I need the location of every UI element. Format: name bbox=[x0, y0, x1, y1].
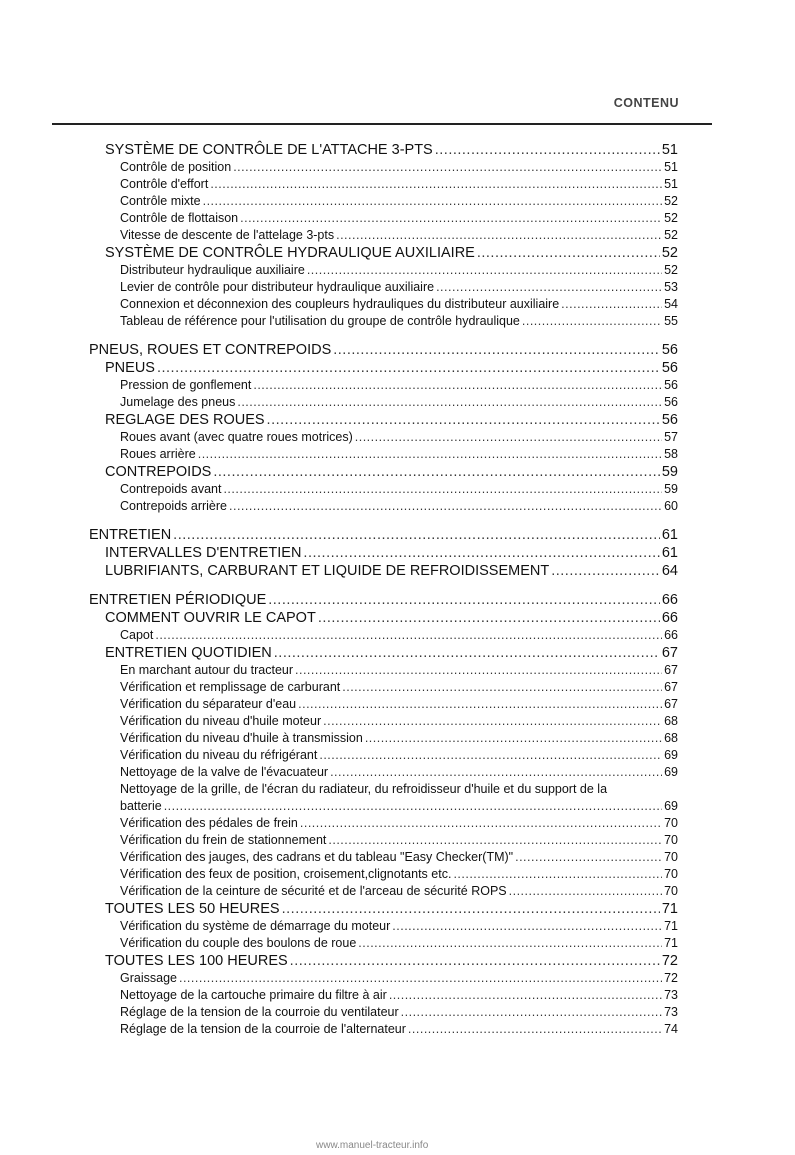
toc-entry-level-2[interactable] bbox=[89, 142, 678, 160]
toc-entry-title: Pression de gonflement bbox=[120, 378, 252, 392]
dot-leader bbox=[477, 245, 660, 261]
toc-entry-level-2[interactable] bbox=[89, 464, 678, 482]
toc-entry-title: Vérification du niveau du réfrigérant bbox=[120, 748, 318, 762]
toc-entry-level-3[interactable] bbox=[89, 748, 678, 765]
toc-entry-page: 73 bbox=[664, 988, 678, 1002]
toc-entry-page: 52 bbox=[664, 263, 678, 277]
toc-entry-level-3[interactable] bbox=[89, 378, 678, 395]
toc-entry-level-2[interactable] bbox=[89, 901, 678, 919]
dot-leader bbox=[233, 160, 662, 174]
toc-entry-level-3[interactable] bbox=[89, 211, 678, 228]
toc-entry-level-3[interactable] bbox=[89, 395, 678, 412]
section-header-title: CONTENU bbox=[613, 96, 679, 110]
dot-leader bbox=[198, 447, 662, 461]
toc-entry-title: Contrôle mixte bbox=[120, 194, 201, 208]
toc-entry-page: 70 bbox=[664, 816, 678, 830]
toc-entry-title: ENTRETIEN QUOTIDIEN bbox=[105, 645, 272, 661]
dot-leader bbox=[164, 799, 662, 813]
dot-leader bbox=[358, 936, 662, 950]
toc-entry-title: ENTRETIEN PÉRIODIQUE bbox=[89, 592, 267, 608]
toc-entry-level-3[interactable] bbox=[89, 160, 678, 177]
toc-entry-page: 56 bbox=[664, 395, 678, 409]
toc-entry-level-3[interactable] bbox=[89, 988, 678, 1005]
toc-entry-page: 55 bbox=[664, 314, 678, 328]
toc-entry-title: Contrôle de flottaison bbox=[120, 211, 239, 225]
toc-entry-level-3[interactable] bbox=[89, 867, 678, 884]
dot-leader bbox=[365, 731, 662, 745]
toc-entry-level-3[interactable] bbox=[89, 177, 678, 194]
toc-entry-level-3[interactable] bbox=[89, 816, 678, 833]
toc-entry-title: Capot bbox=[120, 628, 154, 642]
dot-leader bbox=[300, 816, 662, 830]
toc-entry-title: Roues arrière bbox=[120, 447, 196, 461]
toc-entry-level-3[interactable] bbox=[89, 482, 678, 499]
toc-entry-title: SYSTÈME DE CONTRÔLE DE L'ATTACHE 3-PTS bbox=[105, 142, 433, 158]
toc-entry-title: Connexion et déconnexion des coupleurs hydrauliques du distributeur auxiliaire bbox=[120, 297, 560, 311]
toc-entry-title: Roues avant (avec quatre roues motrices) bbox=[120, 430, 353, 444]
toc-entry-page: 70 bbox=[664, 850, 678, 864]
toc-entry-level-2[interactable] bbox=[89, 412, 678, 430]
toc-entry-page: 68 bbox=[664, 731, 678, 745]
toc-entry-level-3[interactable] bbox=[89, 799, 678, 816]
dot-leader bbox=[203, 194, 663, 208]
dot-leader bbox=[295, 663, 662, 677]
toc-entry-title: Contrôle d'effort bbox=[120, 177, 209, 191]
toc-entry-title: ENTRETIEN bbox=[89, 527, 172, 543]
toc-entry-title: INTERVALLES D'ENTRETIEN bbox=[105, 545, 302, 561]
toc-entry-title: Vérification du système de démarrage du moteur bbox=[120, 919, 391, 933]
dot-leader bbox=[436, 280, 662, 294]
toc-entry-title: Vérification du frein de stationnement bbox=[120, 833, 327, 847]
dot-leader bbox=[435, 142, 660, 158]
toc-entry-level-3[interactable] bbox=[89, 714, 678, 731]
toc-entry-page: 61 bbox=[661, 527, 678, 543]
toc-entry-page: 58 bbox=[664, 447, 678, 461]
dot-leader bbox=[213, 464, 660, 480]
toc-entry-title: Vérification du niveau d'huile moteur bbox=[120, 714, 322, 728]
toc-entry-page: 66 bbox=[661, 592, 678, 608]
toc-entry-title: Vérification des feux de position, croisement,clignotants etc. bbox=[120, 867, 452, 881]
toc-entry-title: Contrepoids arrière bbox=[120, 499, 227, 513]
toc-entry-title: Vérification des pédales de frein bbox=[120, 816, 298, 830]
toc-entry-page: 52 bbox=[661, 245, 678, 261]
toc-entry-page: 54 bbox=[664, 297, 678, 311]
toc-entry-page: 70 bbox=[664, 884, 678, 898]
toc-entry-page: 52 bbox=[664, 211, 678, 225]
dot-leader bbox=[229, 499, 662, 513]
toc-entry-title: Réglage de la tension de la courroie de l'alternateur bbox=[120, 1022, 406, 1036]
dot-leader bbox=[179, 971, 662, 985]
toc-entry-level-2[interactable] bbox=[89, 953, 678, 971]
toc-entry-page: 68 bbox=[664, 714, 678, 728]
toc-entry-page: 51 bbox=[664, 177, 678, 191]
toc-entry-page: 66 bbox=[661, 610, 678, 626]
dot-leader bbox=[453, 867, 662, 881]
section-gap bbox=[89, 581, 678, 592]
dot-leader bbox=[173, 527, 660, 543]
toc-entry-title: TOUTES LES 100 HEURES bbox=[105, 953, 288, 969]
toc-entry-level-3[interactable] bbox=[89, 499, 678, 516]
toc-entry-page: 67 bbox=[664, 663, 678, 677]
dot-leader bbox=[253, 378, 662, 392]
toc-entry-level-2[interactable] bbox=[89, 610, 678, 628]
toc-entry-level-1[interactable] bbox=[89, 592, 678, 610]
toc-entry-level-2[interactable] bbox=[89, 645, 678, 663]
toc-entry-title: Contrepoids avant bbox=[120, 482, 222, 496]
toc-entry-level-3[interactable] bbox=[89, 430, 678, 447]
dot-leader bbox=[307, 263, 662, 277]
toc-entry-page: 53 bbox=[664, 280, 678, 294]
toc-entry-page: 69 bbox=[664, 799, 678, 813]
dot-leader bbox=[515, 850, 662, 864]
dot-leader bbox=[210, 177, 662, 191]
toc-entry-level-2[interactable] bbox=[89, 545, 678, 563]
toc-entry-title: TOUTES LES 50 HEURES bbox=[105, 901, 280, 917]
toc-entry-level-3[interactable] bbox=[89, 919, 678, 936]
toc-entry-page: 56 bbox=[661, 360, 678, 376]
dot-leader bbox=[522, 314, 662, 328]
dot-leader bbox=[240, 211, 662, 225]
toc-entry-level-3[interactable] bbox=[89, 833, 678, 850]
toc-entry-level-3[interactable] bbox=[89, 884, 678, 901]
section-gap bbox=[89, 331, 678, 342]
toc-entry-title: Vérification des jauges, des cadrans et du tableau "Easy Checker(TM)" bbox=[120, 850, 514, 864]
toc-entry-level-3[interactable] bbox=[89, 628, 678, 645]
dot-leader bbox=[333, 342, 660, 358]
toc-entry-text-line1: Nettoyage de la grille, de l'écran du radiateur, du refroidisseur d'huile et du support de la bbox=[120, 782, 608, 796]
toc-entry-page: 51 bbox=[664, 160, 678, 174]
toc-entry-title: Graissage bbox=[120, 971, 177, 985]
toc-entry-page: 52 bbox=[664, 194, 678, 208]
toc-entry-page: 52 bbox=[664, 228, 678, 242]
toc-entry-page: 60 bbox=[664, 499, 678, 513]
toc-entry-title: Vérification du couple des boulons de roue bbox=[120, 936, 357, 950]
dot-leader bbox=[392, 919, 662, 933]
toc-entry-title: batterie bbox=[120, 799, 162, 813]
dot-leader bbox=[290, 953, 660, 969]
toc-entry-level-1[interactable] bbox=[89, 342, 678, 360]
toc-entry-page: 57 bbox=[664, 430, 678, 444]
toc-entry-level-3[interactable] bbox=[89, 731, 678, 748]
dot-leader bbox=[342, 680, 662, 694]
toc-entry-title: PNEUS, ROUES ET CONTREPOIDS bbox=[89, 342, 332, 358]
dot-leader bbox=[267, 412, 660, 428]
toc-entry-page: 71 bbox=[664, 919, 678, 933]
dot-leader bbox=[330, 765, 662, 779]
dot-leader bbox=[298, 697, 662, 711]
toc-entry-page: 71 bbox=[661, 901, 678, 917]
toc-entry-title: Vérification de la ceinture de sécurité et de l'arceau de sécurité ROPS bbox=[120, 884, 507, 898]
toc-entry-level-2[interactable] bbox=[89, 245, 678, 263]
dot-leader bbox=[336, 228, 662, 242]
toc-entry-title: Nettoyage de la cartouche primaire du filtre à air bbox=[120, 988, 387, 1002]
toc-entry-level-3[interactable] bbox=[89, 297, 678, 314]
toc-entry-page: 71 bbox=[664, 936, 678, 950]
toc-entry-level-2[interactable] bbox=[89, 563, 678, 581]
toc-entry-title: Vérification du séparateur d'eau bbox=[120, 697, 297, 711]
toc-entry-level-3[interactable] bbox=[89, 1005, 678, 1022]
toc-entry-level-2[interactable] bbox=[89, 360, 678, 378]
toc-entry-level-3[interactable] bbox=[89, 228, 678, 245]
dot-leader bbox=[551, 563, 660, 579]
toc-entry-level-3[interactable] bbox=[89, 1022, 678, 1039]
toc-entry-page: 56 bbox=[661, 412, 678, 428]
toc-entry-page: 67 bbox=[664, 680, 678, 694]
dot-leader bbox=[155, 628, 662, 642]
dot-leader bbox=[328, 833, 662, 847]
toc-entry-page: 67 bbox=[664, 697, 678, 711]
toc-entry-page: 67 bbox=[661, 645, 678, 661]
toc-entry-level-3[interactable] bbox=[89, 697, 678, 714]
toc-entry-level-3[interactable] bbox=[89, 194, 678, 211]
dot-leader bbox=[237, 395, 662, 409]
dot-leader bbox=[319, 748, 662, 762]
dot-leader bbox=[561, 297, 662, 311]
toc-entry-level-1[interactable] bbox=[89, 527, 678, 545]
dot-leader bbox=[303, 545, 659, 561]
toc-entry-page: 59 bbox=[661, 464, 678, 480]
toc-entry-level-3[interactable] bbox=[89, 850, 678, 867]
table-of-contents bbox=[89, 142, 678, 1039]
dot-leader bbox=[157, 360, 660, 376]
toc-entry-page: 59 bbox=[664, 482, 678, 496]
toc-entry-title: Vitesse de descente de l'attelage 3-pts bbox=[120, 228, 335, 242]
toc-entry-page: 69 bbox=[664, 765, 678, 779]
toc-entry-level-3[interactable] bbox=[89, 936, 678, 953]
toc-entry-title: Levier de contrôle pour distributeur hydraulique auxiliaire bbox=[120, 280, 435, 294]
toc-entry-title: Tableau de référence pour l'utilisation du groupe de contrôle hydraulique bbox=[120, 314, 520, 328]
dot-leader bbox=[355, 430, 662, 444]
toc-entry-title: Vérification et remplissage de carburant bbox=[120, 680, 341, 694]
toc-entry-title: SYSTÈME DE CONTRÔLE HYDRAULIQUE AUXILIAIRE bbox=[105, 245, 475, 261]
dot-leader bbox=[318, 610, 660, 626]
toc-entry-level-3[interactable] bbox=[89, 765, 678, 782]
toc-entry-page: 72 bbox=[664, 971, 678, 985]
dot-leader bbox=[282, 901, 660, 917]
dot-leader bbox=[401, 1005, 662, 1019]
toc-entry-page: 56 bbox=[664, 378, 678, 392]
dot-leader bbox=[274, 645, 660, 661]
toc-entry-level-3[interactable] bbox=[89, 971, 678, 988]
toc-entry-title: LUBRIFIANTS, CARBURANT ET LIQUIDE DE REFROIDISSEMENT bbox=[105, 563, 550, 579]
toc-entry-level-3[interactable] bbox=[89, 314, 678, 331]
toc-entry-page: 61 bbox=[661, 545, 678, 561]
dot-leader bbox=[509, 884, 662, 898]
toc-entry-title: En marchant autour du tracteur bbox=[120, 663, 294, 677]
dot-leader bbox=[323, 714, 662, 728]
toc-entry-level-3[interactable] bbox=[89, 663, 678, 680]
toc-entry-title: COMMENT OUVRIR LE CAPOT bbox=[105, 610, 316, 626]
dot-leader bbox=[268, 592, 660, 608]
toc-entry-title: PNEUS bbox=[105, 360, 155, 376]
section-gap bbox=[89, 516, 678, 527]
toc-entry-title: Nettoyage de la valve de l'évacuateur bbox=[120, 765, 329, 779]
toc-entry-title: REGLAGE DES ROUES bbox=[105, 412, 265, 428]
toc-entry-page: 70 bbox=[664, 867, 678, 881]
toc-entry-title: Réglage de la tension de la courroie du ventilateur bbox=[120, 1005, 399, 1019]
toc-entry-title: Vérification du niveau d'huile à transmission bbox=[120, 731, 363, 745]
toc-entry-page: 56 bbox=[661, 342, 678, 358]
toc-entry-title: CONTREPOIDS bbox=[105, 464, 212, 480]
toc-entry-title: Jumelage des pneus bbox=[120, 395, 236, 409]
toc-entry-title: Distributeur hydraulique auxiliaire bbox=[120, 263, 305, 277]
dot-leader bbox=[408, 1022, 662, 1036]
toc-entry-level-3[interactable] bbox=[89, 680, 678, 697]
header-divider bbox=[52, 123, 712, 125]
toc-entry-title: Contrôle de position bbox=[120, 160, 232, 174]
toc-entry-page: 51 bbox=[661, 142, 678, 158]
toc-entry-level-3[interactable] bbox=[89, 263, 678, 280]
toc-entry-page: 74 bbox=[664, 1022, 678, 1036]
toc-entry-page: 66 bbox=[664, 628, 678, 642]
toc-entry-page: 72 bbox=[661, 953, 678, 969]
toc-entry-level-3[interactable] bbox=[89, 280, 678, 297]
toc-entry-page: 64 bbox=[661, 563, 678, 579]
footer-watermark: www.manuel-tracteur.info bbox=[316, 1140, 429, 1151]
toc-entry-page: 73 bbox=[664, 1005, 678, 1019]
toc-entry-level-3[interactable] bbox=[89, 447, 678, 464]
toc-entry-page: 69 bbox=[664, 748, 678, 762]
toc-entry-page: 70 bbox=[664, 833, 678, 847]
dot-leader bbox=[389, 988, 662, 1002]
dot-leader bbox=[223, 482, 662, 496]
